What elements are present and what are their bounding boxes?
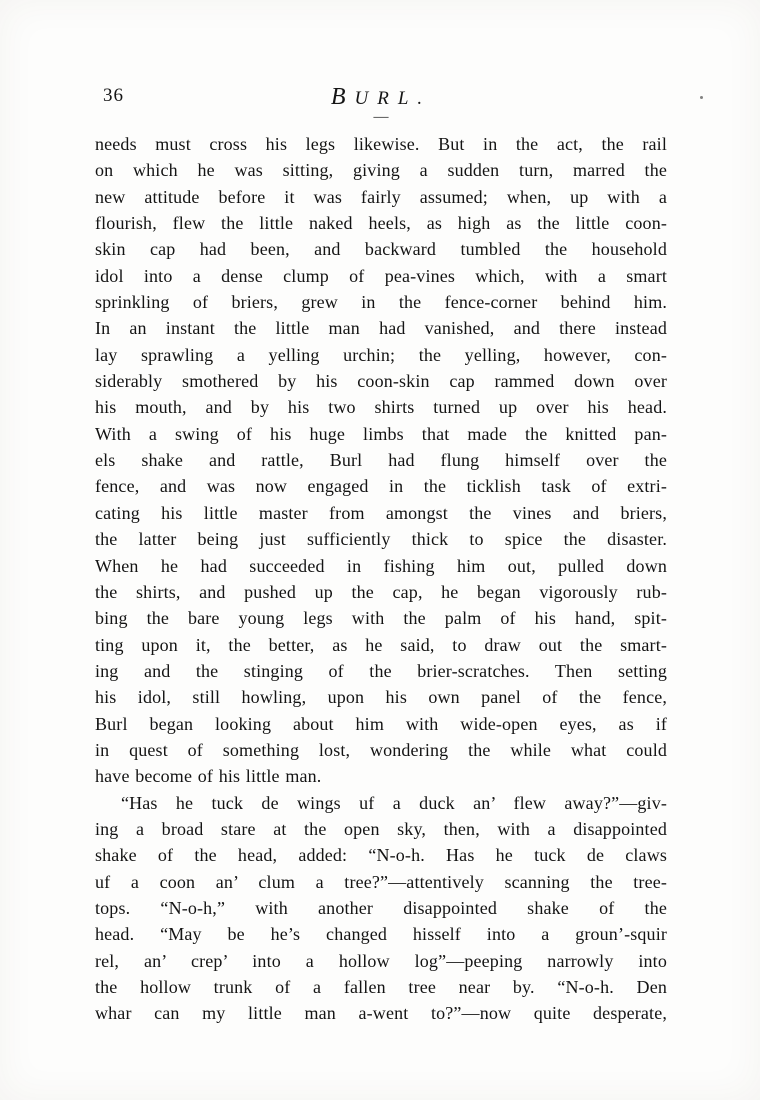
text-line: shake of the head, added: “N-o-h. Has he tuck de claws [95,845,667,866]
text-line: his mouth, and by his two shirts turned up over his head. [95,397,667,418]
text-line: idol into a dense clump of pea-vines which, with a smart [95,265,667,286]
page-number: 36 [103,85,124,106]
text-line: tops. “N-o-h,” with another disappointed shake of the [95,897,667,918]
text-line: on which he was sitting, giving a sudden turn, marred the [95,160,667,181]
text-line: bing the bare young legs with the palm of his hand, spit- [95,608,667,629]
text-line: skin cap had been, and backward tumbled the household [95,239,667,260]
text-line: have become of his little man. [95,766,322,787]
page-title: BURL. [330,84,432,110]
text-line: Burl began looking about him with wide-open eyes, as if [95,713,667,734]
text-line: the shirts, and pushed up the cap, he began vigorously rub- [95,581,667,602]
text-line: When he had succeeded in fishing him out, pulled down [95,555,667,576]
text-line: head. “May be he’s changed hisself into a groun’-squir [95,924,667,945]
title-divider-dash: — [373,109,389,125]
title-wrap [95,84,667,125]
text-line: ing and the stinging of the brier-scratches. Then setting [95,660,667,681]
body-text [95,131,667,1027]
text-line: cating his little master from amongst the vines and briers, [95,502,667,523]
text-line: ting upon it, the better, as he said, to draw out the smart- [95,634,667,655]
scan-artifact-dot [700,96,703,99]
text-line: whar can my little man a-went to?”—now quite desperate, [95,1003,667,1024]
text-line: sprinkling of briers, grew in the fence-corner behind him. [95,292,667,313]
text-line: in quest of something lost, wondering the while what could [95,739,667,760]
text-line: With a swing of his huge limbs that made the knitted pan- [95,423,667,444]
text-line: siderably smothered by his coon-skin cap rammed down over [95,371,667,392]
page-header [95,84,667,125]
text-line: his idol, still howling, upon his own panel of the fence, [95,687,667,708]
text-line: uf a coon an’ clum a tree?”—attentively scanning the tree- [95,871,667,892]
text-line: flourish, flew the little naked heels, as high as the little coon- [95,213,667,234]
text-line: fence, and was now engaged in the ticklish task of extri- [95,476,667,497]
text-line: rel, an’ crep’ into a hollow log”—peeping narrowly into [95,950,667,971]
text-line: lay sprawling a yelling urchin; the yelling, however, con- [95,344,667,365]
text-line: needs must cross his legs likewise. But in the act, the rail [95,134,667,154]
text-line: the hollow trunk of a fallen tree near by. “N-o-h. Den [95,977,667,997]
text-line: the latter being just sufficiently thick to spice the disaster. [95,529,667,550]
text-line: ing a broad stare at the open sky, then, with a disappointed [95,818,667,839]
text-line: new attitude before it was fairly assumed; when, up with a [95,186,667,207]
text-line: In an instant the little man had vanished, and there instead [95,318,667,339]
text-line: els shake and rattle, Burl had flung himself over the [95,450,667,471]
text-line: “Has he tuck de wings uf a duck an’ flew away?”—giv- [121,792,667,813]
